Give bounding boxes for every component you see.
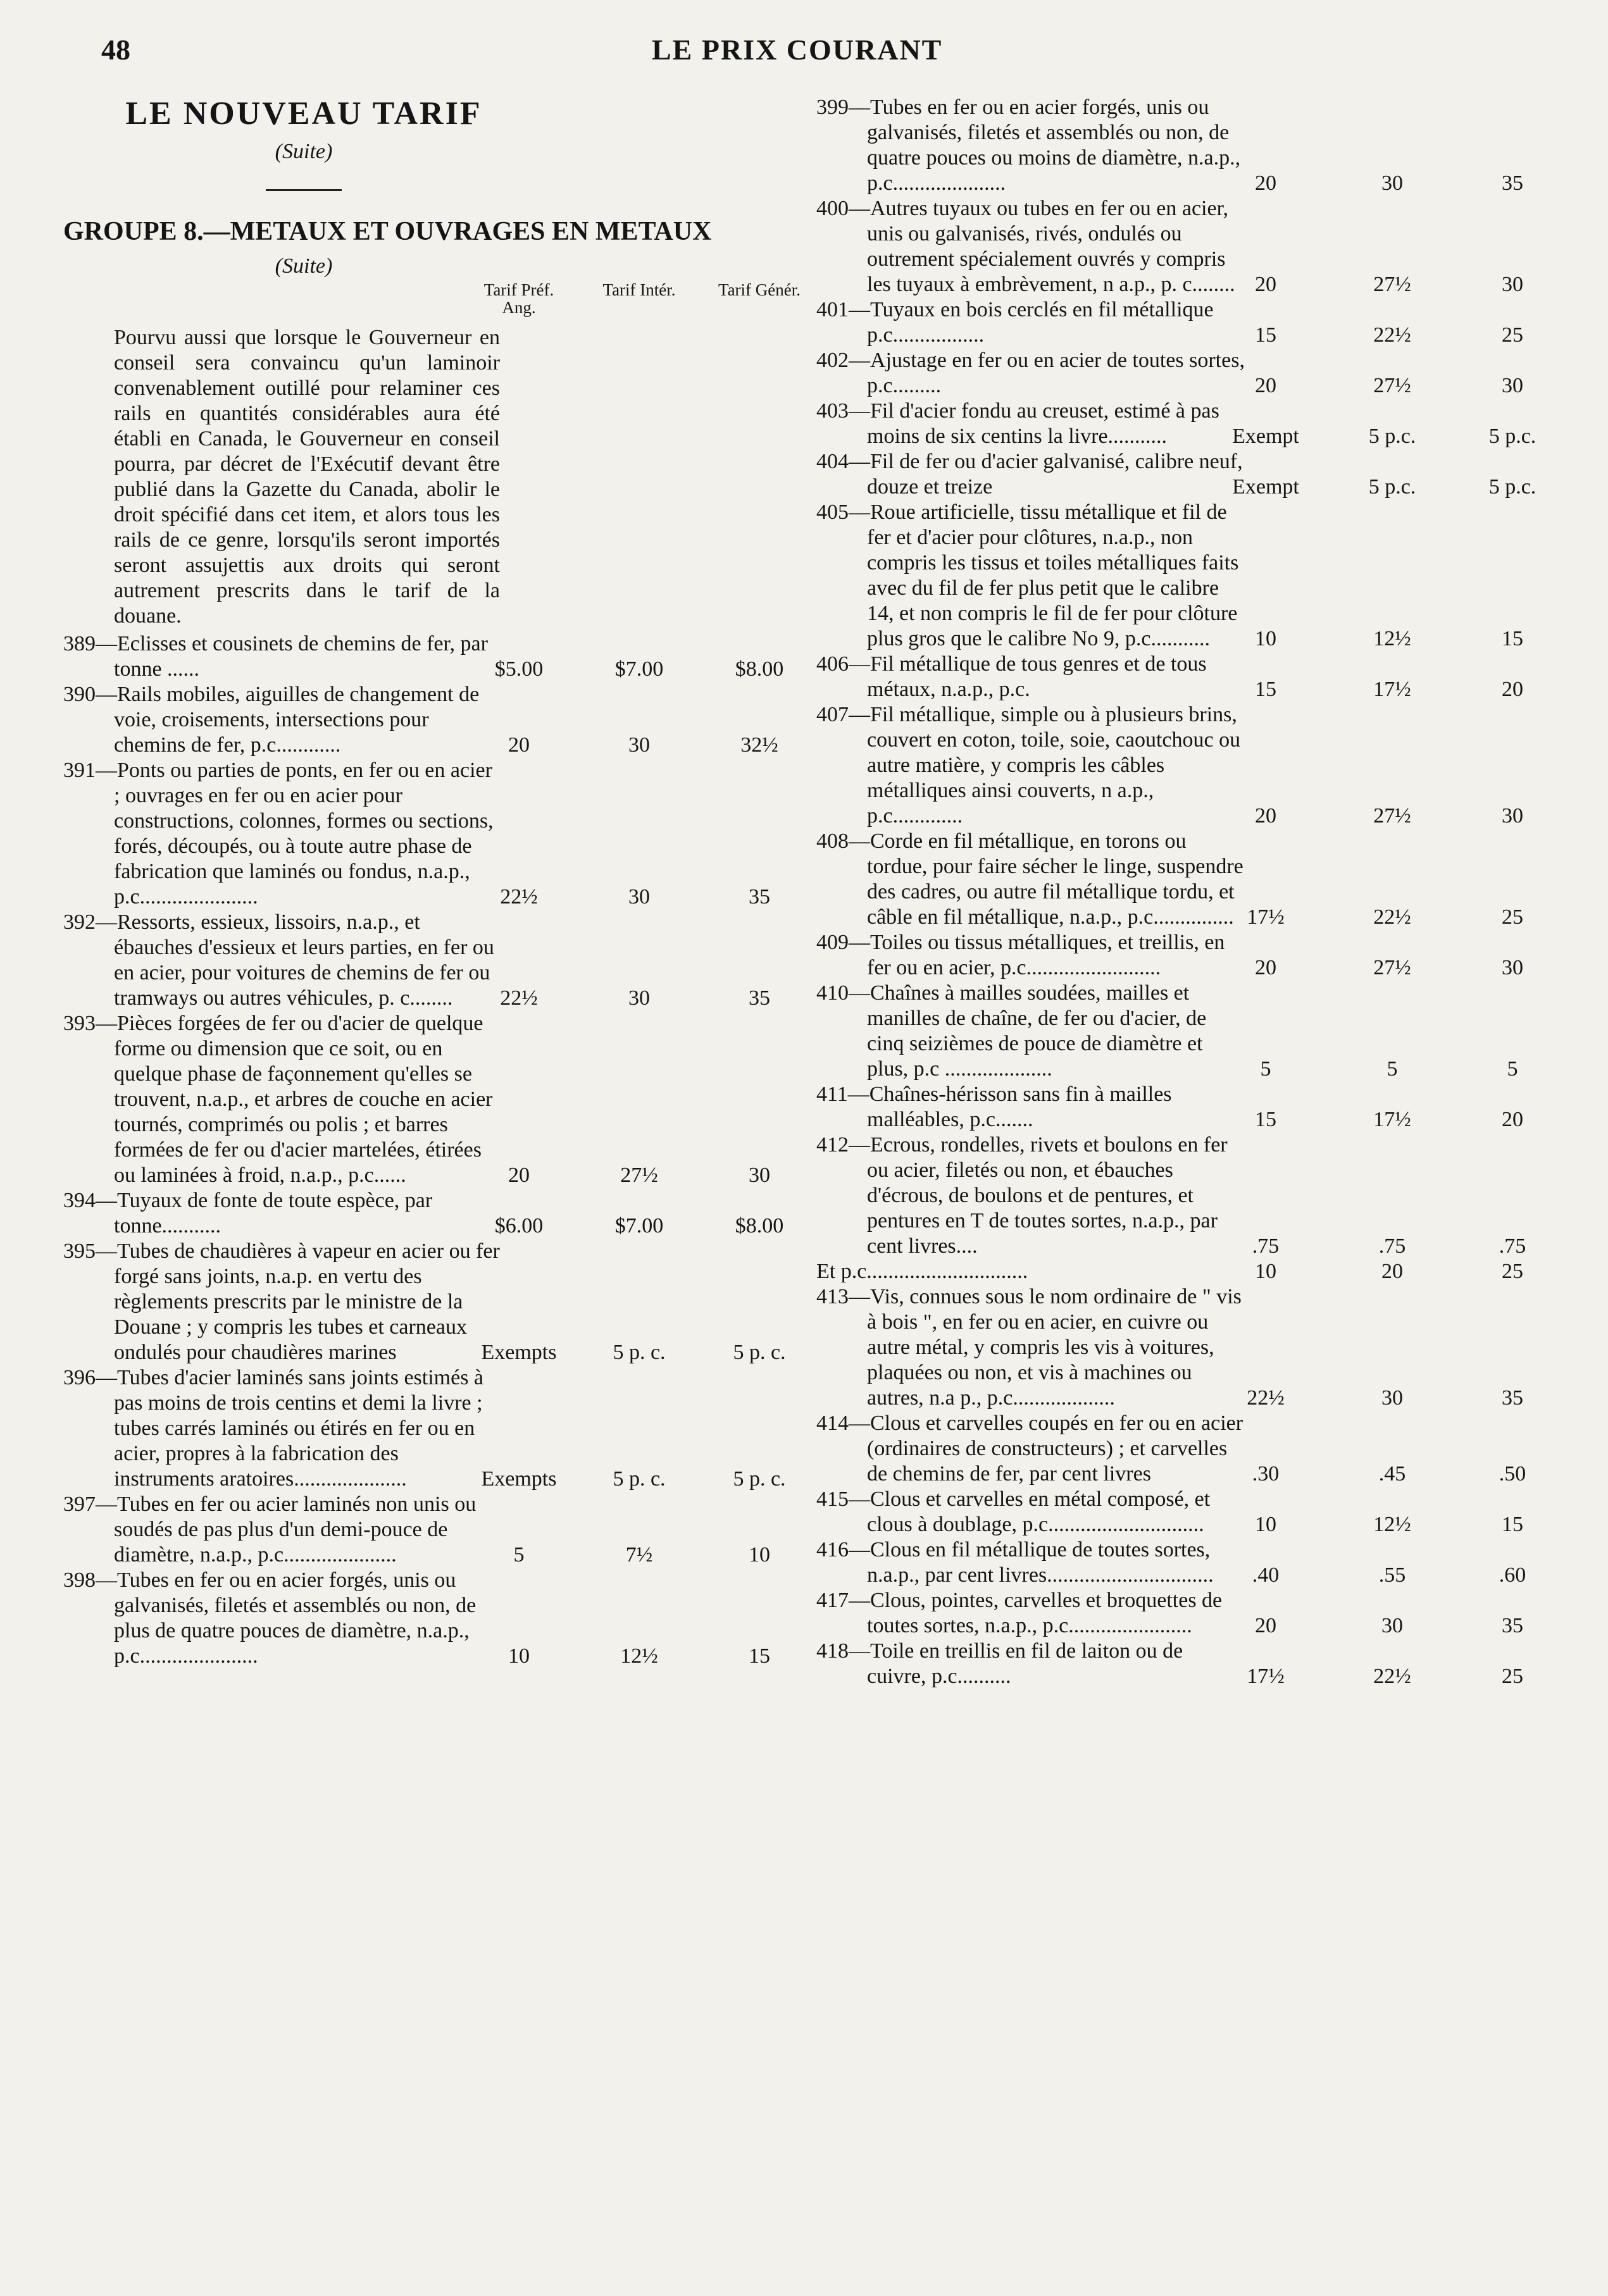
tariff-item (816, 1639, 1576, 1689)
item-description: 394—Tuyaux de fonte de toute espèce, par tonne........... (63, 1189, 433, 1238)
tariff-item (816, 1588, 1576, 1639)
tariff-item (816, 930, 1576, 981)
item-description: 410—Chaînes à mailles soudées, mailles et manilles de chaîne, de fer ou d'acier, de cinq seizièmes de pouce de diamètre et plus, p.c .................... (816, 981, 1207, 1081)
rate-value: 15 (1502, 627, 1523, 650)
tariff-item (816, 1132, 1576, 1284)
rate-value: .30 (1252, 1462, 1280, 1486)
rate-value: Exempts (481, 1467, 557, 1491)
rate-value: 15 (1502, 1513, 1523, 1536)
rate-value: 10 (1255, 1513, 1276, 1536)
rate-value: 17½ (1247, 905, 1285, 929)
rate-value: .75 (1499, 1234, 1526, 1258)
rate-value: 30 (1381, 1614, 1403, 1637)
rate-value: .50 (1499, 1462, 1526, 1486)
item-description: 408—Corde en fil métallique, en torons ou tordue, pour faire sécher le linge, suspendre des cadres, ou autre fil métallique tordu, et câble en fil métallique, n.a.p., p.c............... (816, 829, 1243, 929)
item-description: 390—Rails mobiles, aiguilles de changement de voie, croisements, intersections pour chemins de fer, p.c............ (63, 683, 480, 757)
rate-value: .55 (1378, 1563, 1406, 1587)
rate-value: 5 (1387, 1057, 1398, 1081)
tariff-item (816, 297, 1576, 348)
rate-value: .60 (1499, 1563, 1526, 1587)
rate-value: 5 p.c. (1488, 425, 1536, 448)
rate-value: 5 p. c. (733, 1341, 786, 1364)
item-description: 402—Ajustage en fer ou en acier de toutes sortes, p.c......... (816, 349, 1245, 397)
item-description: 413—Vis, connues sous le nom ordinaire de " vis à bois ", en fer ou en acier, en cuivre ou autre métal, y compris les vis à voitures, plaquées ou non, et vis à machines ou autres, n.a p., p.c................... (816, 1285, 1242, 1410)
tariff-item (816, 1284, 1576, 1411)
rate-value: 30 (1381, 171, 1403, 195)
rate-value: 27½ (1373, 804, 1411, 828)
tariff-item (816, 1082, 1576, 1132)
rate-value: 22½ (500, 986, 538, 1010)
left-column (63, 95, 801, 1669)
article-title: LE NOUVEAU TARIF (125, 96, 482, 132)
tariff-item (63, 1011, 791, 1188)
intro-paragraph: Pourvu aussi que lorsque le Gouverneur en conseil sera convaincu qu'un laminoir convenablement outillé pour relaminer ces rails en quantités considérables aura été établi en Canada, le Gouverneur en conseil pourra, par décret de l'Exécutif devant être publié dans la Gazette du Canada, abolir le droit spécifié dans cet item, et alors tous les rails de ce genre, lorsqu'ils seront importés seront assujettis aux droits qui seront autrement prescrits dans le tarif de la douane. (114, 326, 500, 628)
rate-value: $7.00 (614, 657, 664, 681)
item-description: 411—Chaînes-hérisson sans fin à mailles malléables, p.c....... (816, 1083, 1172, 1131)
tariff-item (816, 981, 1576, 1082)
rate-value: 20 (1381, 1260, 1403, 1283)
item-description: 412—Ecrous, rondelles, rivets et boulons en fer ou acier, filetés ou non, et ébauches d'écrous, de boulons et de pentures, et pentures en T de toutes sortes, n.a.p., par cent livres.... (816, 1133, 1228, 1258)
rate-value: 35 (1502, 1614, 1523, 1637)
item-description: 406—Fil métallique de tous genres et de tous métaux, n.a.p., p.c. (816, 652, 1207, 701)
item-description: 405—Roue artificielle, tissu métallique et fil de fer et d'acier pour clôtures, n.a.p., non compris les tissus et toiles métalliques faits avec du fil de fer plus petit que le calibre 14, et non compris le fil de fer pour clôture plus gros que le calibre No 9, p.c........... (816, 500, 1239, 650)
rate-value: 22½ (1247, 1386, 1285, 1410)
item-description: 416—Clous en fil métallique de toutes sortes, n.a.p., par cent livres............................... (816, 1538, 1214, 1587)
rate-value: 30 (1502, 273, 1523, 296)
rate-value: 15 (749, 1644, 770, 1668)
rate-value: 12½ (1373, 1513, 1411, 1536)
title-suite: (Suite) (275, 140, 333, 163)
tariff-item (816, 500, 1576, 652)
item-description: 393—Pièces forgées de fer ou d'acier de quelque forme ou dimension que ce soit, ou en quelque phase de façonnement qu'elles se trouvent, n.a.p., et arbres de couche en acier tournés, comprimés ou polis ; et barres formées de fer ou d'acier martelées, étirées ou laminées à froid, n.a.p., p.c...... (63, 1012, 493, 1187)
tariff-item (816, 702, 1576, 829)
rate-value: 5 p. c. (613, 1341, 666, 1364)
group-title: GROUPE 8.—METAUX ET OUVRAGES EN METAUX (63, 217, 712, 246)
tariff-item (816, 196, 1576, 297)
rate-value: Exempt (1232, 425, 1299, 448)
item-description: 415—Clous et carvelles en métal composé, et clous à doublage, p.c............................. (816, 1487, 1211, 1536)
rate-value: 12½ (1373, 627, 1411, 650)
rate-value: 22½ (1373, 905, 1411, 929)
right-tariff-list (816, 95, 1576, 1689)
rate-value: 30 (1502, 956, 1523, 979)
tariff-item (63, 758, 791, 910)
tariff-item (816, 449, 1576, 500)
tariff-item (63, 1568, 791, 1669)
tariff-item (816, 829, 1576, 930)
rate-value: 5 p. c. (733, 1467, 786, 1491)
column-header-gener: Tarif Génér. (718, 280, 801, 299)
item-description: 399—Tubes en fer ou en acier forgés, unis ou galvanisés, filetés et assemblés ou non, de quatre pouces ou moins de diamètre, n.a.p., p.c..................... (816, 96, 1241, 195)
item-description: 407—Fil métallique, simple ou à plusieurs brins, couvert en coton, toile, soie, caoutchouc ou autre matière, y compris les câbles métalliques ainsi couverts, n a.p., p.c............. (816, 703, 1241, 828)
tariff-item (63, 1492, 791, 1568)
item-description: 409—Toiles ou tissus métalliques, et treillis, en fer ou en acier, p.c......................... (816, 931, 1225, 979)
rate-value: 15 (1255, 678, 1276, 701)
rate-value: 25 (1502, 1665, 1523, 1688)
rate-value: 35 (749, 986, 770, 1010)
rate-value: 20 (1502, 1108, 1523, 1131)
rate-value: 5 (1507, 1057, 1518, 1081)
item-description: 400—Autres tuyaux ou tubes en fer ou en acier, unis ou galvanisés, rivés, ondulés ou outrement spécialement ouvrés y compris les tuyaux à embrèvement, n a.p., p. c........ (816, 197, 1235, 296)
rate-value: $7.00 (614, 1214, 664, 1238)
item-description: 392—Ressorts, essieux, lissoirs, n.a.p., et ébauches d'essieux et leurs parties, en fer ou en acier, pour voitures de chemins de fer ou tramways ou autres véhicules, p. c........ (63, 910, 494, 1010)
rate-value: 17½ (1373, 678, 1411, 701)
rate-value: 20 (1255, 374, 1276, 397)
group-suite: (Suite) (275, 254, 333, 278)
rate-value: 22½ (1373, 323, 1411, 347)
heading-block (63, 95, 544, 191)
divider-rule (266, 189, 342, 191)
rate-value: 35 (1502, 1386, 1523, 1410)
item-description: 401—Tuyaux en bois cerclés en fil métallique p.c................. (816, 298, 1214, 347)
rate-value: Exempt (1232, 475, 1299, 499)
item-description: 403—Fil d'acier fondu au creuset, estimé à pas moins de six centins la livre........... (816, 399, 1219, 448)
rate-value: 20 (1255, 171, 1276, 195)
item-description: 404—Fil de fer ou d'acier galvanisé, calibre neuf, douze et treize (816, 450, 1243, 499)
rate-value: 30 (1502, 374, 1523, 397)
rate-value: 20 (1255, 804, 1276, 828)
rate-value: 32½ (740, 733, 778, 757)
rate-value: 30 (749, 1164, 770, 1187)
item-description: 389—Eclisses et cousinets de chemins de fer, par tonne ...... (63, 632, 488, 681)
rate-value: 22½ (500, 885, 538, 909)
tariff-item (63, 910, 791, 1011)
rate-value: 35 (749, 885, 770, 909)
page-number: 48 (101, 34, 130, 66)
rate-value: 35 (1502, 171, 1523, 195)
left-tariff-list (63, 631, 791, 1669)
rate-value: 20 (1255, 956, 1276, 979)
rate-value: 5 (1260, 1057, 1271, 1081)
rate-value: 30 (628, 986, 650, 1010)
rate-value: 10 (749, 1543, 770, 1567)
rate-value: .40 (1252, 1563, 1280, 1587)
rate-value: 27½ (1373, 956, 1411, 979)
item-description: 398—Tubes en fer ou en acier forgés, unis ou galvanisés, filetés et assemblés ou non, de plus de quatre pouces de diamètre, n.a.p., p.c...................... (63, 1568, 477, 1668)
rate-value: $8.00 (735, 657, 784, 681)
rate-value: 12½ (620, 1644, 658, 1668)
item-description: 397—Tubes en fer ou acier laminés non unis ou soudés de pas plus d'un demi-pouce de diamètre, n.a.p., p.c..................... (63, 1492, 477, 1567)
rate-value: 20 (1255, 1614, 1276, 1637)
item-description: 414—Clous et carvelles coupés en fer ou en acier (ordinaires de constructeurs) ; et carvelles de chemins de fer, par cent livres (816, 1412, 1243, 1486)
running-title: LE PRIX COURANT (652, 34, 943, 66)
tariff-item (816, 652, 1576, 702)
rate-value: 20 (508, 733, 530, 757)
rate-value: 20 (508, 1164, 530, 1187)
rate-value: 30 (628, 733, 650, 757)
rate-value: 25 (1502, 1260, 1523, 1283)
rate-value: 27½ (1373, 273, 1411, 296)
rate-value: 25 (1502, 323, 1523, 347)
tariff-item (816, 348, 1576, 399)
item-description-extra: Et p.c.............................. (816, 1260, 1028, 1283)
right-column (816, 95, 1576, 1689)
rate-value: .75 (1378, 1234, 1406, 1258)
rate-value: 5 p.c. (1368, 425, 1416, 448)
rate-value: 30 (1381, 1386, 1403, 1410)
rate-value: 17½ (1373, 1108, 1411, 1131)
item-description: 396—Tubes d'acier laminés sans joints estimés à pas moins de trois centins et demi la livre ; tubes carrés laminés ou étirés en fer ou en acier, propres à la fabrication des instruments aratoires..................... (63, 1366, 484, 1491)
tariff-item (816, 1537, 1576, 1588)
rate-value: 10 (508, 1644, 530, 1668)
tariff-item (63, 682, 791, 758)
item-description: 417—Clous, pointes, carvelles et broquettes de toutes sortes, n.a.p., p.c....................... (816, 1589, 1223, 1637)
rate-value: 15 (1255, 323, 1276, 347)
tariff-item (63, 1365, 791, 1492)
rate-value: 20 (1502, 678, 1523, 701)
rate-value: 30 (628, 885, 650, 909)
rate-value: $6.00 (494, 1214, 544, 1238)
rate-value: 10 (1255, 627, 1276, 650)
item-description: 391—Ponts ou parties de ponts, en fer ou en acier ; ouvrages en fer ou en acier pour constructions, colonnes, formes ou sections, forés, découpés, ou à toute autre phase de fabrication que laminés ou fondus, n.a.p., p.c...................... (63, 759, 494, 909)
rate-value: 25 (1502, 905, 1523, 929)
rate-value: 20 (1255, 273, 1276, 296)
rate-value: 5 p.c. (1368, 475, 1416, 499)
tariff-item (816, 399, 1576, 449)
rate-value: 7½ (625, 1543, 653, 1567)
rate-value: 27½ (620, 1164, 658, 1187)
item-description: 395—Tubes de chaudières à vapeur en acier ou fer forgé sans joints, n.a.p. en vertu des règlements prescrits par le ministre de la Douane ; y compris les tubes et carneaux ondulés pour chaudières marines (63, 1239, 500, 1364)
rate-value: 30 (1502, 804, 1523, 828)
column-headers (63, 280, 801, 325)
rate-value: 22½ (1373, 1665, 1411, 1688)
tariff-item (816, 95, 1576, 196)
rate-value: $8.00 (735, 1214, 784, 1238)
rate-value: 17½ (1247, 1665, 1285, 1688)
rate-value: 5 p.c. (1488, 475, 1536, 499)
item-description: 418—Toile en treillis en fil de laiton ou de cuivre, p.c.......... (816, 1639, 1183, 1688)
rate-value: 10 (1255, 1260, 1276, 1283)
rate-value: .45 (1378, 1462, 1406, 1486)
tariff-item (63, 1239, 791, 1365)
rate-value: 5 (513, 1543, 525, 1567)
rate-value: $5.00 (494, 657, 544, 681)
tariff-item (816, 1487, 1576, 1537)
column-header-inter: Tarif Intér. (602, 280, 676, 299)
tariff-item (63, 1188, 791, 1239)
column-header-pref: Tarif Préf. Ang. (483, 280, 554, 317)
rate-value: 5 p. c. (613, 1467, 666, 1491)
rate-value: Exempts (481, 1341, 557, 1364)
rate-value: 15 (1255, 1108, 1276, 1131)
rate-value: .75 (1252, 1234, 1280, 1258)
tariff-item (816, 1411, 1576, 1487)
tariff-item (63, 631, 791, 682)
rate-value: 27½ (1373, 374, 1411, 397)
